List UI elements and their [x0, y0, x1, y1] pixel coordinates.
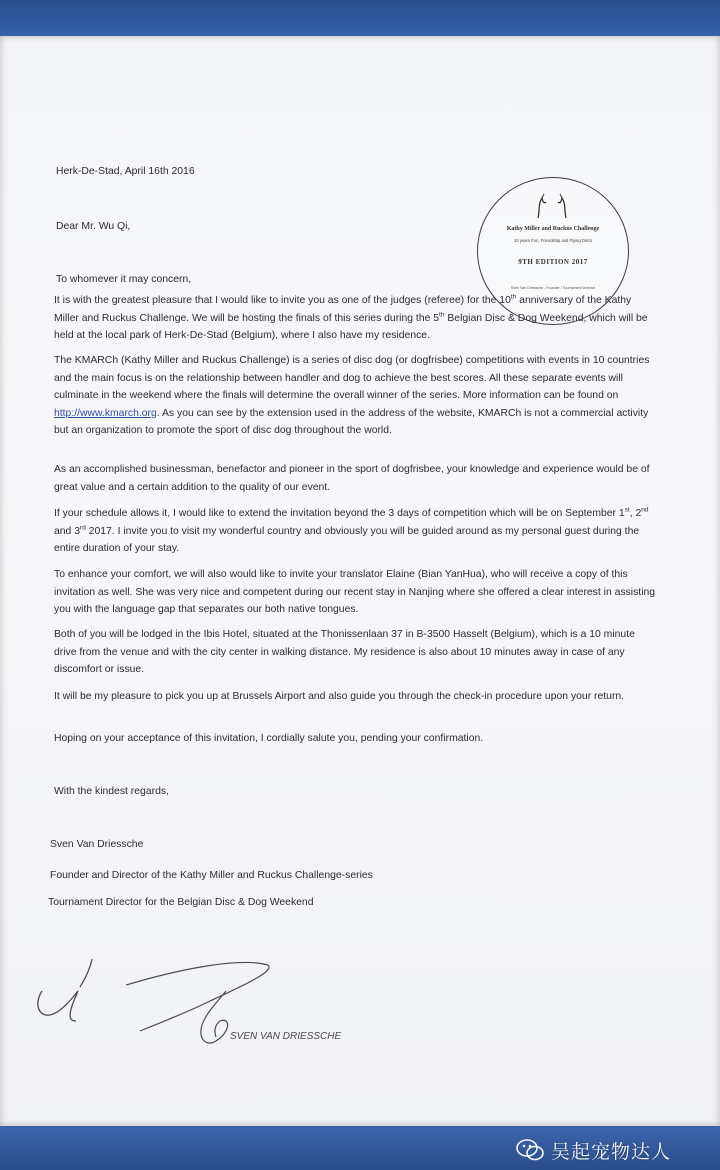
paragraph-4	[54, 505, 658, 558]
paragraph-8: Hoping on your acceptance of this invitation, I cordially salute you, pending your confirmation.	[54, 733, 484, 744]
paragraph-1	[54, 292, 658, 345]
p4-sup-2: nd	[641, 506, 649, 514]
paragraph-3: As an accomplished businessman, benefactor and pioneer in the sport of dogfrisbee, your knowledge and experience would be of great value and a certain addition to the quality of our event.	[54, 464, 650, 493]
wechat-icon	[515, 1138, 545, 1162]
p1-text-b: anniversary of the Kathy Miller and Ruckus Challenge. We will be hosting the finals of this series during the 5	[54, 295, 632, 324]
seal-edition: 9TH EDITION 2017	[518, 258, 588, 266]
paragraph-7: It will be my pleasure to pick you up at Brussels Airport and also guide you through the check-in procedure upon your return.	[54, 691, 625, 702]
p1-sup-1: th	[510, 293, 517, 301]
p1-sup-2: th	[439, 311, 445, 319]
paragraph-6: Both of you will be lodged in the Ibis Hotel, situated at the Thonissenlaan 37 in B-3500 Hasselt (Belgium), which is a 10 minute drive from the venue and with the city center in walking distance. My residence is also about 10 minutes away in case of any discomfort or issue.	[54, 629, 635, 676]
p1-text-a: It is with the greatest pleasure that I would like to invite you as one of the judges (referee) for the 10	[54, 295, 511, 306]
watermark-text: 吴起宠物达人	[551, 1140, 672, 1163]
p4-sup-1: st	[624, 506, 630, 514]
sender-title-1: Founder and Director of the Kathy Miller and Ruckus Challenge-series	[50, 870, 373, 881]
paragraph-5: To enhance your comfort, we will also would like to invite your translator Elaine (Bian YanHua), who will receive a copy of this invitation as well. She was very nice and competent during our recent stay in Nanjing where she offered a clear interest in assisting you with the language gap that separates our both native tongues.	[54, 569, 656, 616]
signature-name: SVEN VAN DRIESSCHE	[230, 1031, 342, 1042]
letter-page	[0, 36, 720, 1126]
kmarch-website-link[interactable]: http://www.kmarch.org	[54, 407, 157, 419]
sender-title-2: Tournament Director for the Belgian Disc & Dog Weekend	[48, 897, 314, 908]
dogs-logo-icon	[532, 192, 572, 222]
seal-line1: Kathy Miller and Ruckus Challenge	[506, 226, 600, 232]
p4-text-b: , 2	[629, 508, 642, 519]
closing: With the kindest regards,	[54, 786, 169, 797]
watermark	[515, 1138, 671, 1162]
p4-text-d: 2017. I invite you to visit my wonderful country and obviously you will be guided around as my personal guest during the entire duration of your stay.	[54, 525, 640, 555]
salutation: Dear Mr. Wu Qi,	[56, 221, 131, 232]
place-date: Herk-De-Stad, April 16th 2016	[56, 166, 195, 177]
p2-text-b: . As you can see by the extension used in the address of the website, KMARCh is not a commercial activity but an organization to promote the sport of disc dog throughout the world.	[54, 407, 649, 437]
seal-line2: 10 years Fun, Friendship and Flying Discs	[513, 238, 593, 243]
sender-name: Sven Van Driessche	[50, 839, 144, 850]
p2-text-a: The KMARCh (Kathy Miller and Ruckus Challenge) is a series of disc dog (or dogfrisbee) competitions with events in 10 countries and the main focus is on the relationship between handler and dog to achieve the best scores. All these separate events will culminate in the weekend where the finals will determine the overall winner of the series. More information can be found on	[54, 355, 650, 402]
p1-text-c: Belgian Disc & Dog Weekend, which will be held at the local park of Herk-De-Stad (Belgium), where I also have my residence.	[54, 312, 648, 342]
p4-text-a: If your schedule allows it, I would like to extend the invitation beyond the 3 days of competition which will be on September 1	[54, 508, 625, 519]
paragraph-2	[54, 352, 658, 440]
handwritten-signature	[30, 951, 390, 1066]
top-background-band	[0, 0, 720, 40]
seal-footer: Sven Van Driessche - Founder / Tournament Director	[510, 286, 596, 290]
greeting: To whomever it may concern,	[56, 274, 192, 285]
p4-text-c: and 3	[54, 525, 81, 537]
p4-sup-3: rd	[80, 524, 86, 532]
